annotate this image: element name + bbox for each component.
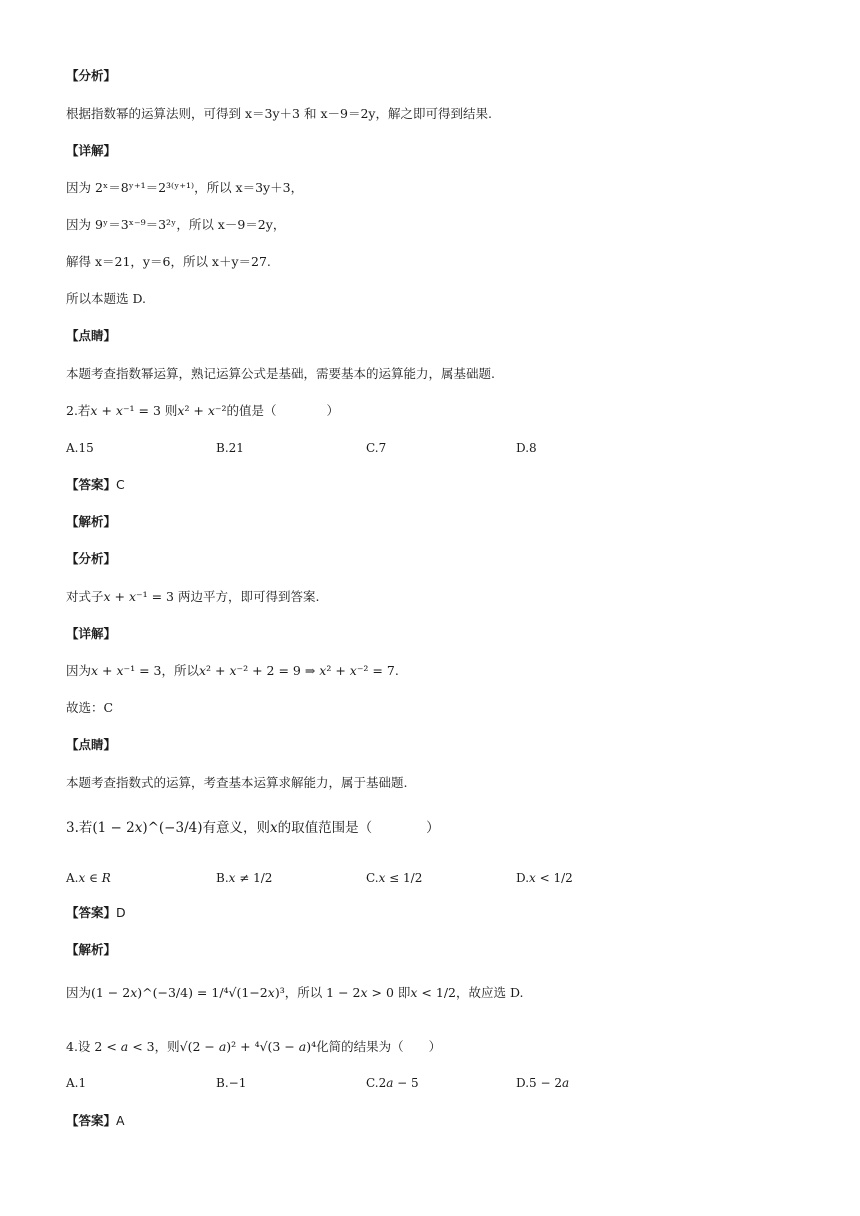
- option-a: A.1: [66, 1076, 87, 1090]
- answer-row: [66, 1113, 125, 1129]
- detail-heading: 【详解】: [66, 143, 117, 158]
- answer-value: D: [116, 905, 126, 920]
- option-c: C.2𝑎 − 5: [366, 1076, 419, 1090]
- comment-text: 本题考查指数幂运算，熟记运算公式是基础，需要基本的运算能力，属基础题.: [66, 366, 495, 381]
- option-c: C.𝑥 ≤ 1/2: [366, 871, 423, 885]
- comment-text: 本题考查指数式的运算，考查基本运算求解能力，属于基础题.: [66, 775, 408, 790]
- option-c: C.7: [366, 441, 387, 455]
- option-b: B.−1: [216, 1076, 247, 1090]
- analysis-text: 根据指数幂的运算法则，可得到 x＝3y＋3 和 x－9＝2y，解之即可得到结果.: [66, 106, 492, 121]
- detail-line: 解得 x＝21，y＝6，所以 x＋y＝27.: [66, 254, 271, 269]
- detail-line: 因为 9ʸ＝3ˣ⁻⁹＝3²ʸ，所以 x－9＝2y，: [66, 217, 286, 232]
- parse-heading: 【解析】: [66, 514, 117, 529]
- answer-heading: 【答案】: [66, 905, 117, 920]
- option-d: D.𝑥 < 1/2: [516, 871, 573, 885]
- question-3: 3.若(1 − 2𝑥)^(−3/4)有意义，则𝑥的取值范围是（ ）: [66, 820, 440, 836]
- comment-heading: 【点睛】: [66, 737, 117, 752]
- parse-heading: 【解析】: [66, 942, 117, 957]
- option-a: A.𝑥 ∈ 𝑅: [66, 871, 111, 885]
- detail-line: 所以本题选 D.: [66, 291, 147, 306]
- detail-line: 因为(1 − 2𝑥)^(−3/4) = 1/⁴√(1−2𝑥)³，所以 1 − 2𝑥 > 0 即𝑥 < 1/2，故应选 D.: [66, 985, 524, 1000]
- detail-heading: 【详解】: [66, 626, 117, 641]
- detail-line: 故选：C: [66, 700, 114, 715]
- option-d: D.5 − 2𝑎: [516, 1076, 570, 1090]
- option-b: B.𝑥 ≠ 1/2: [216, 871, 273, 885]
- option-b: B.21: [216, 441, 244, 455]
- answer-value: A: [116, 1113, 125, 1128]
- comment-heading: 【点睛】: [66, 328, 117, 343]
- answer-row: [66, 477, 125, 493]
- answer-heading: 【答案】: [66, 477, 117, 492]
- answer-row: [66, 905, 126, 921]
- analysis-heading: 【分析】: [66, 551, 117, 566]
- option-d: D.8: [516, 441, 537, 455]
- question-4: 4.设 2 < 𝑎 < 3，则√(2 − 𝑎)² + ⁴√(3 − 𝑎)⁴化简的结果为（ ）: [66, 1039, 442, 1054]
- analysis-text: 对式子𝑥 + 𝑥⁻¹ = 3 两边平方，即可得到答案.: [66, 589, 320, 604]
- analysis-heading: 【分析】: [66, 68, 117, 83]
- detail-line: 因为𝑥 + 𝑥⁻¹ = 3，所以𝑥² + 𝑥⁻² + 2 = 9 ⇒ 𝑥² + 𝑥⁻² = 7.: [66, 663, 399, 678]
- detail-line: 因为 2ˣ＝8ʸ⁺¹＝2³⁽ʸ⁺¹⁾，所以 x＝3y＋3，: [66, 180, 304, 195]
- answer-value: C: [116, 477, 125, 492]
- question-2: 2.若𝑥 + 𝑥⁻¹ = 3 则𝑥² + 𝑥⁻²的值是（ ）: [66, 403, 340, 418]
- answer-heading: 【答案】: [66, 1113, 117, 1128]
- option-a: A.15: [66, 441, 94, 455]
